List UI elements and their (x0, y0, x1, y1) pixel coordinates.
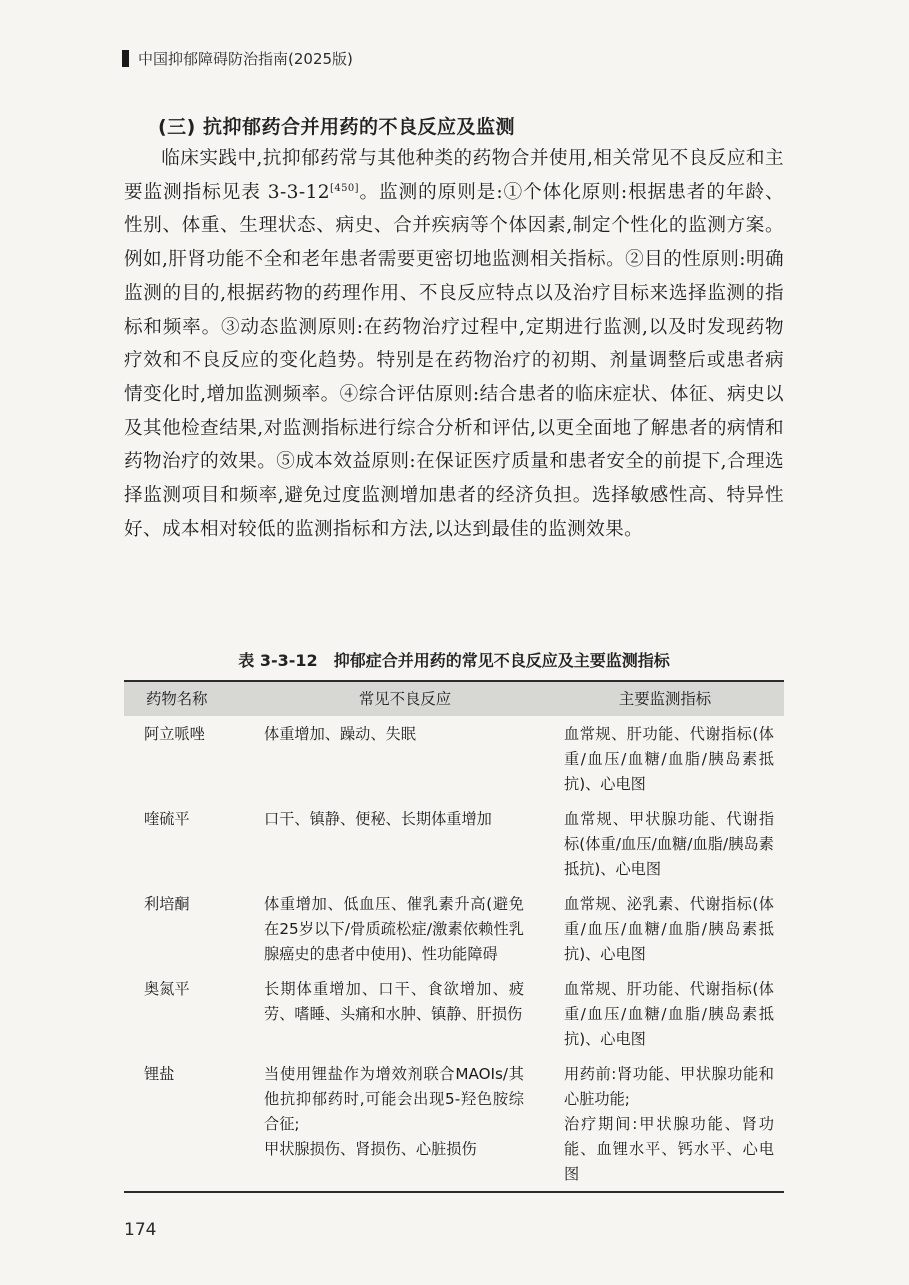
table-caption-text: 抑郁症合并用药的常见不良反应及主要监测指标 (333, 651, 670, 670)
table-header-row (124, 681, 784, 716)
adverse-line: 甲状腺损伤、肾损伤、心脏损伤 (264, 1140, 477, 1158)
paragraph-text-part2: 。监测的原则是:①个体化原则:根据患者的年龄、性别、体重、生理状态、病史、合并疾病等个体因素,制定个性化的监测方案。例如,肝肾功能不全和老年患者需要更密切地监测相关指标。②目的性原则:明确监测的目的,根据药物的药理作用、不良反应特点以及治疗目标来选择监测的指标和频率。③动态监测原则:在药物治疗过程中,定期进行监测,以及时发现药物疗效和不良反应的变化趋势。特别是在药物治疗的初期、剂量调整后或患者病情变化时,增加监测频率。④综合评估原则:结合患者的临床症状、体征、病史以及其他检查结果,对监测指标进行综合分析和评估,以更全面地了解患者的病情和药物治疗的效果。⑤成本效益原则:在保证医疗质量和患者安全的前提下,合理选择监测项目和频率,避免过度监测增加患者的经济负担。选择敏感性高、特异性好、成本相对较低的监测指标和方法,以达到最佳的监测效果。 (124, 181, 784, 540)
running-title: 中国抑郁障碍防治指南(2025版) (138, 50, 353, 68)
running-header (122, 48, 353, 69)
adverse-cell: 口干、镇静、便秘、长期体重增加 (264, 810, 492, 828)
adverse-cell: 体重增加、躁动、失眠 (264, 725, 416, 743)
header-monitoring-indicators: 主要监测指标 (546, 681, 784, 716)
monitor-cell: 血常规、泌乳素、代谢指标(体重/血压/血糖/血脂/胰岛素抵抗)、心电图 (564, 895, 774, 963)
drug-name-cell: 喹硫平 (144, 810, 190, 828)
adverse-cell: 长期体重增加、口干、食欲增加、疲劳、嗜睡、头痛和水肿、镇静、肝损伤 (264, 980, 524, 1023)
header-drug-name: 药物名称 (124, 681, 264, 716)
section-title: (三) 抗抑郁药合并用药的不良反应及监测 (158, 116, 515, 138)
table-row (124, 801, 784, 886)
monitor-cell (546, 1056, 784, 1192)
drug-name-cell: 锂盐 (124, 1056, 264, 1192)
monitor-line: 用药前:肾功能、甲状腺功能和心脏功能; (564, 1065, 774, 1108)
drug-monitoring-table (124, 680, 784, 1193)
adverse-cell (264, 1056, 546, 1192)
table-caption (124, 648, 784, 671)
monitor-cell: 血常规、肝功能、代谢指标(体重/血压/血糖/血脂/胰岛素抵抗)、心电图 (564, 725, 774, 793)
table-row (124, 1056, 784, 1192)
paragraph-text-part1: 临床实践中,抗抑郁药常与其他种类的药物合并使用,相关常见不良反应和主要监测指标见表 3-3-12 (124, 148, 784, 203)
table-row (124, 886, 784, 971)
header-bar-mark (122, 50, 129, 67)
monitor-line: 治疗期间:甲状腺功能、肾功能、血锂水平、钙水平、心电图 (564, 1115, 774, 1183)
monitor-cell: 血常规、肝功能、代谢指标(体重/血压/血糖/血脂/胰岛素抵抗)、心电图 (564, 980, 774, 1048)
table-number: 表 3-3-12 (238, 651, 318, 670)
page-number: 174 (124, 1220, 157, 1240)
table-row (124, 716, 784, 801)
drug-name-cell: 利培酮 (144, 895, 190, 913)
reference-superscript: [450] (330, 182, 359, 194)
adverse-cell: 体重增加、低血压、催乳素升高(避免在25岁以下/骨质疏松症/激素依赖性乳腺癌史的患者中使用)、性功能障碍 (264, 895, 524, 963)
drug-name-cell: 阿立哌唑 (144, 725, 205, 743)
adverse-line: 当使用锂盐作为增效剂联合MAOIs/其他抗抑郁药时,可能会出现5-羟色胺综合征; (264, 1065, 524, 1133)
monitor-cell: 血常规、甲状腺功能、代谢指标(体重/血压/血糖/血脂/胰岛素抵抗)、心电图 (564, 810, 774, 878)
drug-name-cell: 奥氮平 (144, 980, 190, 998)
body-paragraph (124, 142, 784, 546)
header-adverse-reactions: 常见不良反应 (264, 681, 546, 716)
table-row (124, 971, 784, 1056)
